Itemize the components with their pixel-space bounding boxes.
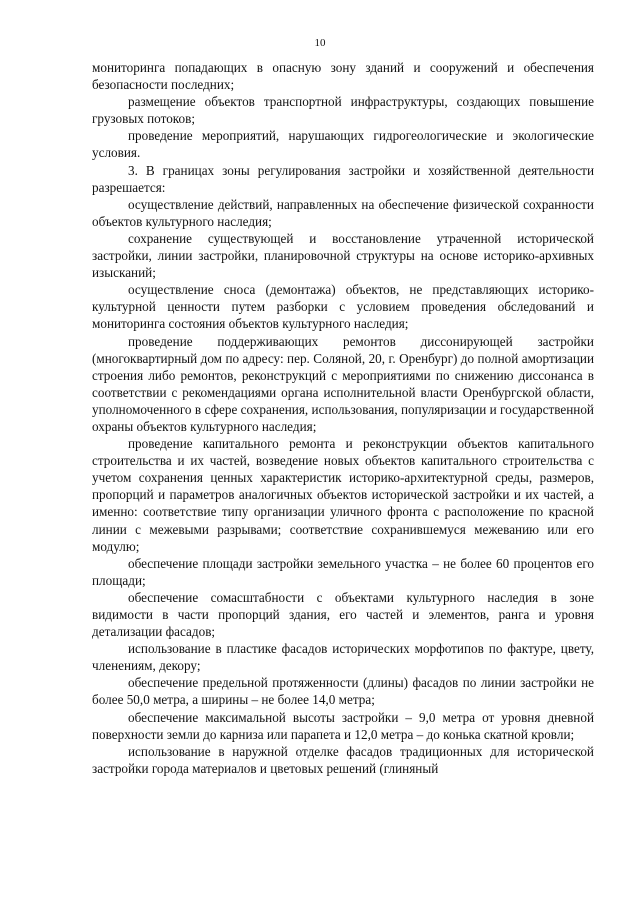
paragraph: осуществление действий, направленных на обеспечение физической сохранности объектов культурного наследия;: [92, 196, 594, 229]
paragraph: размещение объектов транспортной инфраструктуры, создающих повышение грузовых потоков;: [92, 94, 594, 127]
paragraph: проведение капитального ремонта и реконструкции объектов капитального строительства и их частей, возведение новых объектов капитального строительства с учетом сохранения ценных характеристик историко-архитектурной среды, размеров, пропорций и параметров аналогичных объектов исторической застройки и их частей, а именно: соответствие типу организации уличного фронта с расположение по красной линии с межевыми разрывами; соответствие сохранившемуся межеванию или его модулю;: [92, 436, 594, 554]
paragraph: обеспечение максимальной высоты застройки – 9,0 метра от уровня дневной поверхности земли до карниза или парапета и 12,0 метра – до конька скатной кровли;: [92, 709, 594, 742]
paragraph: проведение поддерживающих ремонтов диссонирующей застройки (многоквартирный дом по адресу: пер. Соляной, 20, г. Оренбург) до полной амортизации строения либо ремонтов, реконструкций с мероприятиями по снижению диссонанса в соответствии с рекомендациями органа исполнительной власти Оренбургской области, уполномоченного в сфере сохранения, использования, популяризации и государственной охраны объектов культурного наследия;: [92, 333, 594, 434]
paragraph: обеспечение предельной протяженности (длины) фасадов по линии застройки не более 50,0 метра, а ширины – не более 14,0 метра;: [92, 675, 594, 708]
paragraph: проведение мероприятий, нарушающих гидрогеологические и экологические условия.: [92, 128, 594, 161]
paragraph: мониторинга попадающих в опасную зону зданий и сооружений и обеспечения безопасности последних;: [92, 60, 594, 93]
paragraph: сохранение существующей и восстановление утраченной исторической застройки, линии застройки, планировочной структуры на основе историко-архивных изысканий;: [92, 230, 594, 281]
paragraph: 3. В границах зоны регулирования застройки и хозяйственной деятельности разрешается:: [92, 162, 594, 195]
paragraph: использование в пластике фасадов исторических морфотипов по фактуре, цвету, членениям, декору;: [92, 641, 594, 674]
paragraph: обеспечение сомасштабности с объектами культурного наследия в зоне видимости в части пропорций здания, его частей и элементов, ранга и уровня детализации фасадов;: [92, 589, 594, 640]
body-text: [92, 59, 594, 777]
paragraph: осуществление сноса (демонтажа) объектов, не представляющих историко-культурной ценности путем разборки с условием проведения обследований и мониторинга состояния объектов культурного наследия;: [92, 282, 594, 332]
paragraph: обеспечение площади застройки земельного участка – не более 60 процентов его площади;: [92, 555, 594, 588]
paragraph: использование в наружной отделке фасадов традиционных для исторической застройки города материалов и цветовых решений (глиняный: [92, 743, 594, 776]
page-number: 10: [314, 37, 326, 49]
